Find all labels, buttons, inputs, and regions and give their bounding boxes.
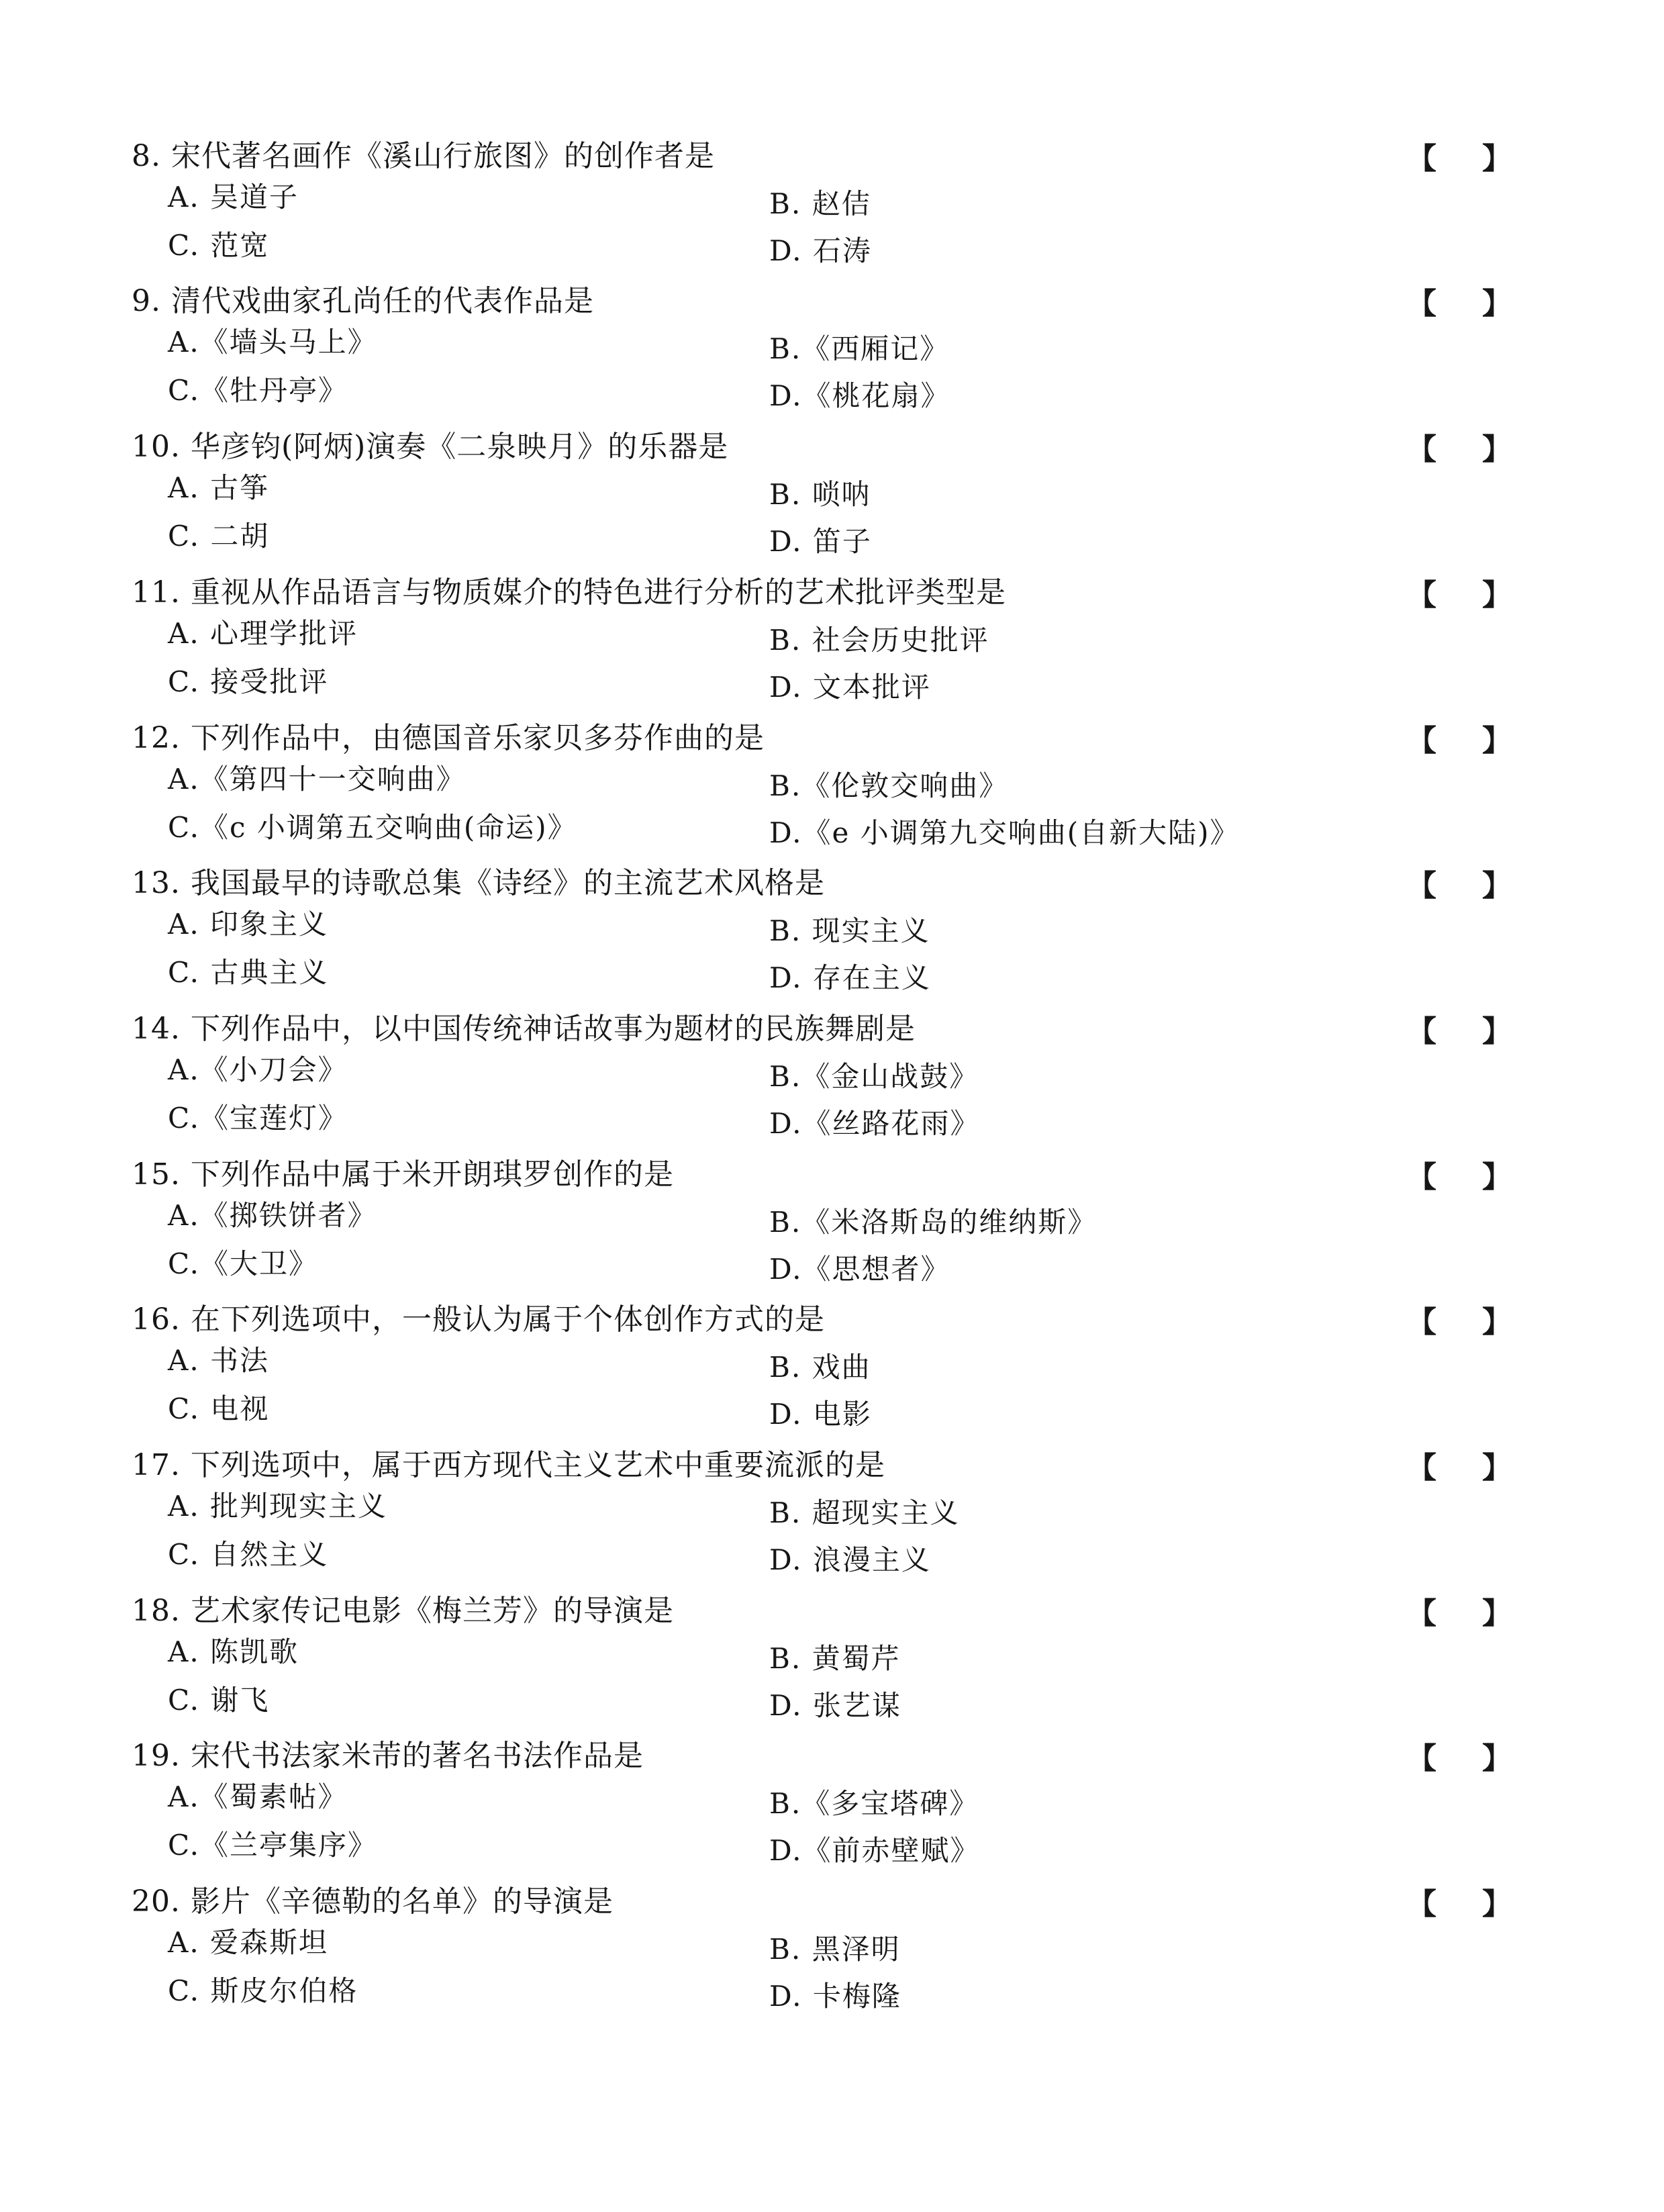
option-d: D. 存在主义 (769, 961, 931, 994)
question-8: 8. 宋代著名画作《溪山行旅图》的创作者是 【 】 A. 吴道子 B. 赵佶 C. 范宽 D. 石涛 (132, 138, 1407, 279)
question-18: 18. 艺术家传记电影《梅兰芳》的导演是 【 】 A. 陈凯歌 B. 黄蜀芹 C. 谢飞 D. 张艺谋 (132, 1592, 1407, 1733)
question-stem: 19. 宋代书法家米芾的著名书法作品是 (132, 1739, 644, 1773)
question-stem: 12. 下列作品中，由德国音乐家贝多芬作曲的是 (132, 721, 765, 755)
option-c: C.《兰亭集序》 (168, 1829, 377, 1862)
question-16: 16. 在下列选项中，一般认为属于个体创作方式的是 【 】 A. 书法 B. 戏曲 C. 电视 D. 电影 (132, 1301, 1407, 1442)
question-stem: 17. 下列选项中，属于西方现代主义艺术中重要流派的是 (132, 1448, 885, 1482)
option-a: A. 爱森斯坦 (168, 1926, 329, 1959)
option-c: C. 电视 (168, 1392, 270, 1425)
option-d: D. 石涛 (769, 234, 872, 267)
option-b: B.《米洛斯岛的维纳斯》 (769, 1206, 1097, 1239)
option-a: A. 批判现实主义 (168, 1490, 388, 1523)
option-b: B.《多宝塔碑》 (769, 1787, 979, 1820)
question-15: 15. 下列作品中属于米开朗琪罗创作的是 【 】 A.《掷铁饼者》 B.《米洛斯岛的维纳斯》 C.《大卫》 D.《思想者》 (132, 1156, 1407, 1297)
option-a: A.《掷铁饼者》 (168, 1199, 377, 1232)
option-a: A. 吴道子 (168, 181, 299, 213)
option-a: A. 印象主义 (168, 908, 329, 941)
question-13: 13. 我国最早的诗歌总集《诗经》的主流艺术风格是 【 】 A. 印象主义 B. 现实主义 C. 古典主义 D. 存在主义 (132, 865, 1407, 1006)
option-c: C. 范宽 (168, 229, 270, 262)
option-a: A. 古筝 (168, 471, 270, 504)
option-c: C. 接受批评 (168, 665, 329, 698)
question-stem: 9. 清代戏曲家孔尚任的代表作品是 (132, 284, 594, 318)
option-d: D. 笛子 (769, 525, 872, 558)
option-c: C. 斯皮尔伯格 (168, 1974, 358, 2007)
option-d: D.《丝路花雨》 (769, 1107, 980, 1140)
option-a: A. 心理学批评 (168, 617, 358, 650)
option-d: D. 浪漫主义 (769, 1543, 931, 1576)
option-d: D. 电影 (769, 1398, 872, 1431)
question-19: 19. 宋代书法家米芾的著名书法作品是 【 】 A.《蜀素帖》 B.《多宝塔碑》 C.《兰亭集序》 D.《前赤壁赋》 (132, 1737, 1407, 1878)
question-stem: 11. 重视从作品语言与物质媒介的特色进行分析的艺术批评类型是 (132, 575, 1006, 610)
option-d: D. 张艺谋 (769, 1689, 901, 1722)
option-c: C.《c 小调第五交响曲(命运)》 (168, 811, 577, 844)
question-stem: 14. 下列作品中，以中国传统神话故事为题材的民族舞剧是 (132, 1012, 916, 1046)
question-17: 17. 下列选项中，属于西方现代主义艺术中重要流派的是 【 】 A. 批判现实主义 B. 超现实主义 C. 自然主义 D. 浪漫主义 (132, 1447, 1407, 1588)
option-b: B. 黄蜀芹 (769, 1642, 901, 1675)
option-c: C. 谢飞 (168, 1684, 270, 1717)
option-d: D. 卡梅隆 (769, 1980, 901, 2013)
question-stem: 20. 影片《辛德勒的名单》的导演是 (132, 1884, 614, 1919)
question-11: 11. 重视从作品语言与物质媒介的特色进行分析的艺术批评类型是 【 】 A. 心理学批评 B. 社会历史批评 C. 接受批评 D. 文本批评 (132, 574, 1407, 715)
option-c: C. 古典主义 (168, 956, 329, 989)
option-b: B. 黑泽明 (769, 1933, 901, 1966)
option-b: B. 戏曲 (769, 1351, 871, 1384)
option-b: B. 超现实主义 (769, 1496, 960, 1529)
option-d: D.《桃花扇》 (769, 379, 950, 412)
option-d: D.《思想者》 (769, 1253, 950, 1286)
option-b: B.《西厢记》 (769, 332, 950, 365)
question-10: 10. 华彦钧(阿炳)演奏《二泉映月》的乐器是 【 】 A. 古筝 B. 唢呐 C. 二胡 D. 笛子 (132, 428, 1407, 569)
option-c: C.《宝莲灯》 (168, 1102, 348, 1135)
question-stem: 10. 华彦钧(阿炳)演奏《二泉映月》的乐器是 (132, 430, 729, 464)
option-b: B. 社会历史批评 (769, 624, 989, 657)
option-d: D.《e 小调第九交响曲(自新大陆)》 (769, 816, 1240, 849)
option-b: B. 赵佶 (769, 187, 871, 220)
option-a: A.《蜀素帖》 (168, 1780, 348, 1813)
option-b: B. 唢呐 (769, 478, 871, 511)
option-b: B. 现实主义 (769, 914, 930, 947)
question-stem: 13. 我国最早的诗歌总集《诗经》的主流艺术风格是 (132, 866, 825, 900)
option-a: A.《第四十一交响曲》 (168, 763, 466, 796)
option-a: A.《墙头马上》 (168, 326, 377, 358)
option-a: A. 陈凯歌 (168, 1635, 299, 1668)
option-c: C.《大卫》 (168, 1247, 318, 1280)
option-b: B.《金山战鼓》 (769, 1060, 979, 1093)
question-20: 20. 影片《辛德勒的名单》的导演是 【 】 A. 爱森斯坦 B. 黑泽明 C. 斯皮尔伯格 D. 卡梅隆 (132, 1883, 1407, 2024)
question-9: 9. 清代戏曲家孔尚任的代表作品是 【 】 A.《墙头马上》 B.《西厢记》 C.《牡丹亭》 D.《桃花扇》 (132, 283, 1407, 424)
question-stem: 16. 在下列选项中，一般认为属于个体创作方式的是 (132, 1302, 825, 1337)
question-14: 14. 下列作品中，以中国传统神话故事为题材的民族舞剧是 【 】 A.《小刀会》 B.《金山战鼓》 C.《宝莲灯》 D.《丝路花雨》 (132, 1010, 1407, 1151)
question-stem: 8. 宋代著名画作《溪山行旅图》的创作者是 (132, 139, 715, 173)
option-b: B.《伦敦交响曲》 (769, 769, 1009, 802)
option-c: C. 自然主义 (168, 1538, 329, 1571)
option-a: A.《小刀会》 (168, 1053, 348, 1086)
option-a: A. 书法 (168, 1344, 270, 1377)
option-d: D.《前赤壁赋》 (769, 1834, 980, 1867)
option-d: D. 文本批评 (769, 671, 931, 704)
option-c: C. 二胡 (168, 520, 270, 552)
question-12: 12. 下列作品中，由德国音乐家贝多芬作曲的是 【 】 A.《第四十一交响曲》 B.《伦敦交响曲》 C.《c 小调第五交响曲(命运)》 D.《e 小调第九交响曲(自新大陆)》 (132, 720, 1407, 861)
question-stem: 18. 艺术家传记电影《梅兰芳》的导演是 (132, 1594, 674, 1628)
question-stem: 15. 下列作品中属于米开朗琪罗创作的是 (132, 1157, 674, 1192)
option-c: C.《牡丹亭》 (168, 374, 348, 407)
